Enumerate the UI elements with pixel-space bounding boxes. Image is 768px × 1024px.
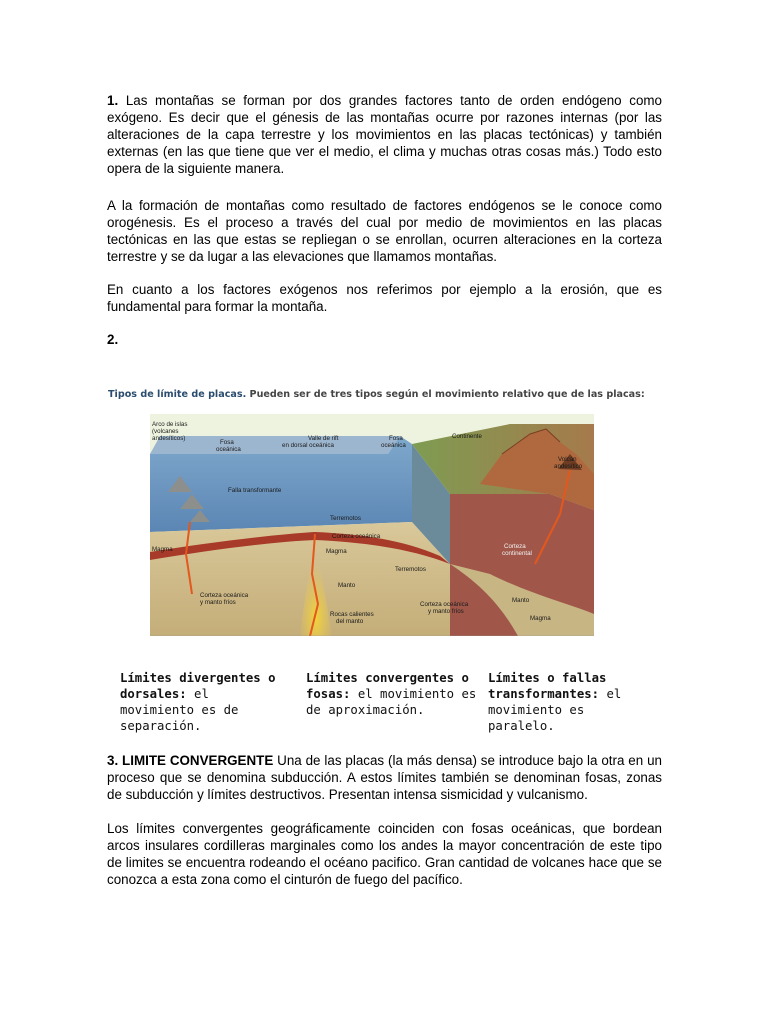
caption-divergent	[120, 670, 290, 734]
sea-surface	[150, 436, 400, 454]
label-corteza-fria-1b: y manto fríos	[200, 599, 236, 606]
paragraph-3: En cuanto a los factores exógenos nos referimos por ejemplo a la erosión, que es fundamental para formar la montaña.	[107, 282, 662, 314]
label-corteza-fria-2a: Corteza oceánica	[420, 601, 469, 608]
paragraph-4-text: Una de las placas (la más densa) se introduce bajo la otra en un proceso que se denomina subducción. A estos límites también se denominan fosas, zonas de subducción y límites destructivos. Presentan intensa sismicidad y vulcanismo.	[107, 753, 662, 802]
label-corteza-continental-1: Corteza	[504, 543, 526, 550]
label-terremotos-1: Terremotos	[330, 515, 361, 522]
label-magma-2: Magma	[326, 548, 347, 555]
caption-convergent	[306, 670, 478, 718]
caption-transform	[488, 670, 650, 734]
paragraph-1-number: 1.	[107, 93, 119, 108]
label-rocas-2: del manto	[336, 618, 364, 625]
figure-title-bold: Tipos de límite de placas.	[108, 389, 247, 400]
caption-divergent-text: el movimiento es de separación.	[120, 687, 239, 733]
label-rocas-1: Rocas calientes	[330, 611, 374, 618]
label-corteza-continental-2: continental	[502, 550, 532, 557]
label-arco-1: Arco de islas	[152, 421, 188, 428]
section-2-label: 2.	[107, 332, 119, 347]
caption-divergent-bold: Límites divergentes o dorsales:	[120, 671, 276, 701]
caption-transform-bold: Límites o fallas transformantes:	[488, 671, 607, 701]
plate-boundaries-diagram	[150, 414, 594, 636]
label-fosa2-1: Fosa	[389, 435, 403, 442]
label-fosa1-1: Fosa	[220, 439, 234, 446]
label-volcan-2: andesítico	[554, 463, 583, 470]
paragraph-1	[107, 92, 662, 177]
label-falla: Falla transformante	[228, 487, 282, 494]
label-valle-2: en dorsal oceánica	[282, 442, 334, 449]
label-fosa1-2: oceánica	[216, 446, 241, 453]
paragraph-5: Los límites convergentes geográficamente coinciden con fosas oceánicas, que bordean arcos insulares cordilleras marginales como los andes la mayor concentración de este tipo de limites se encuentra rodeando el océano pacifico. Gran cantidad de volcanes hace que se conozca a esta zona como el cinturón de fuego del pacífico.	[107, 821, 662, 887]
label-continente: Continente	[452, 433, 482, 440]
label-arco-2: (volcanes	[152, 428, 179, 435]
paragraph-2: A la formación de montañas como resultado de factores endógenos se le conoce como orogénesis. Es el proceso a través del cual por medio de movimientos en las placas tectónicas en las que estas se repliegan o se enrollan, ocurren alteraciones en la corteza terrestre y se da lugar a las elevaciones que llamamos montañas.	[107, 198, 662, 264]
paragraph-4	[107, 752, 662, 803]
caption-convergent-text: el movimiento es de aproximación.	[306, 687, 477, 717]
figure-title-rest: Pueden ser de tres tipos según el movimiento relativo que de las placas:	[246, 389, 645, 400]
label-manto-2: Manto	[512, 597, 530, 604]
label-magma-1: Magma	[152, 546, 173, 553]
paragraph-1-text: Las montañas se forman por dos grandes factores tanto de orden endógeno como exógeno. Es decir que el génesis de las montañas ocurre por razones internas (por las alteraciones de la capa terrestre y los movimientos en las placas tectónicas) y también externas (en las que tiene que ver el medio, el clima y muchas otras cosas más.) Todo esto opera de la siguiente manera.	[107, 93, 662, 176]
label-corteza-oceanica: Corteza oceánica	[332, 533, 381, 540]
convergent-heading: 3. LIMITE CONVERGENTE	[107, 753, 274, 768]
caption-convergent-bold: Límites convergentes o fosas:	[306, 671, 469, 701]
label-corteza-fria-1a: Corteza oceánica	[200, 592, 249, 599]
label-valle-1: Valle de rift	[308, 435, 339, 442]
label-terremotos-2: Terremotos	[395, 566, 426, 573]
caption-transform-text: el movimiento es paralelo.	[488, 687, 622, 733]
label-volcan-1: Volcán	[558, 456, 577, 463]
label-magma-3: Magma	[530, 615, 551, 622]
figure-title	[108, 389, 645, 400]
label-fosa2-2: oceánica	[381, 442, 406, 449]
label-corteza-fria-2b: y manto fríos	[428, 608, 464, 615]
label-arco-3: andesíticos)	[152, 435, 186, 442]
section-2-number	[107, 331, 662, 348]
label-manto-1: Manto	[338, 582, 356, 589]
